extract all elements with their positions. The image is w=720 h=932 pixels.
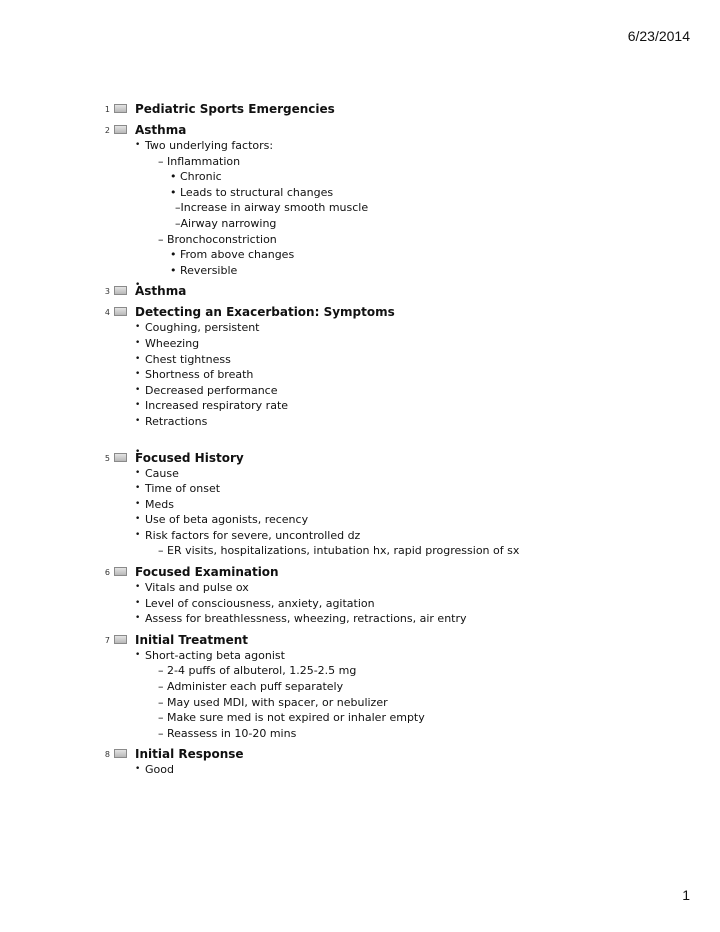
slide-thumbnail-icon [114, 307, 127, 316]
bullet-line [135, 367, 720, 383]
slide-number: 2 [104, 126, 110, 135]
bullet-line [135, 596, 720, 612]
slide-number: 1 [104, 105, 110, 114]
bullet-line [135, 185, 720, 201]
slide-number: 7 [104, 635, 110, 645]
bullet-line [135, 648, 720, 664]
slide-title: Initial Treatment [135, 632, 249, 647]
slide-number: 4 [104, 308, 110, 318]
slide-entry [0, 450, 720, 560]
bullet-text: Assess for breathlessness, wheezing, retractions, air entry [145, 612, 467, 626]
slide-number: 6 [104, 568, 110, 578]
bullet-line [135, 543, 720, 559]
slide-entry [0, 746, 720, 778]
bullet-text: Level of consciousness, anxiety, agitation [145, 596, 375, 610]
bullet-line [135, 710, 720, 726]
slide-entry [0, 101, 720, 117]
spacer [135, 430, 720, 445]
bullet-line [135, 138, 720, 154]
slide-entry [0, 632, 720, 742]
bullet-line [135, 512, 720, 528]
bullet-text: – Reassess in 10-20 mins [158, 726, 297, 740]
bullet-text: Short-acting beta agonist [145, 648, 285, 662]
slide-thumbnail-icon [114, 567, 127, 576]
slide-thumbnail-icon [114, 104, 127, 113]
bullet-text: Vitals and pulse ox [145, 581, 249, 595]
slide-title: Detecting an Exacerbation: Symptoms [135, 305, 395, 320]
bullet-line [135, 232, 720, 248]
bullet-line [135, 169, 720, 185]
bullet-line [135, 466, 720, 482]
slide-entry [0, 304, 720, 444]
bullet-line [135, 216, 720, 232]
bullet-line [135, 383, 720, 399]
slide-thumbnail-icon [114, 749, 127, 758]
slide-title: Focused History [135, 450, 244, 465]
bullet-text: Retractions [145, 414, 208, 428]
bullet-line [135, 398, 720, 414]
slide-title: Asthma [135, 284, 187, 299]
page-number: 1 [682, 887, 690, 903]
bullet-line [135, 528, 720, 544]
bullet-text: – May used MDI, with spacer, or nebulizer [158, 695, 388, 709]
slide-list [0, 101, 720, 783]
bullet-text: Decreased performance [145, 383, 278, 397]
bullet-text: Wheezing [145, 336, 200, 350]
bullet-text: • Reversible [170, 263, 238, 277]
bullet-text: Shortness of breath [145, 368, 254, 382]
bullet-text: – 2-4 puffs of albuterol, 1.25-2.5 mg [158, 664, 357, 678]
slide-thumbnail-icon [114, 635, 127, 644]
bullet-text: Risk factors for severe, uncontrolled dz [145, 528, 361, 542]
bullet-line [135, 414, 720, 430]
slide-title: Initial Response [135, 747, 244, 762]
bullet-line [135, 679, 720, 695]
bullet-text: Chest tightness [145, 352, 231, 366]
bullet-text: – Bronchoconstriction [158, 232, 277, 246]
slide-thumbnail-icon [114, 286, 127, 295]
bullet-line [135, 247, 720, 263]
bullet-text: Good [145, 763, 174, 777]
header-date: 6/23/2014 [627, 28, 690, 44]
bullet-line [135, 320, 720, 336]
slide-title: Asthma [135, 123, 187, 137]
bullet-text: • Leads to structural changes [170, 185, 334, 199]
bullet-text: • Chronic [170, 170, 222, 184]
bullet-text: Two underlying factors: [145, 139, 274, 152]
bullet-text: – Make sure med is not expired or inhaler empty [158, 711, 425, 725]
bullet-line [135, 726, 720, 742]
bullet-line [135, 263, 720, 279]
bullet-text: Coughing, persistent [145, 321, 260, 335]
bullet-line [135, 663, 720, 679]
bullet-line [135, 352, 720, 368]
slide-number: 5 [104, 453, 110, 463]
bullet-line [135, 580, 720, 596]
slide-number: 8 [104, 750, 110, 760]
slide-entry [0, 564, 720, 627]
slide-number: 3 [104, 287, 110, 297]
slide-entry [0, 122, 720, 278]
bullet-line [135, 154, 720, 170]
bullet-line [135, 497, 720, 513]
bullet-text: Use of beta agonists, recency [145, 513, 309, 527]
bullet-line [135, 336, 720, 352]
bullet-line [135, 200, 720, 216]
slide-title: Pediatric Sports Emergencies [135, 102, 335, 116]
bullet-text: –Increase in airway smooth muscle [175, 201, 369, 215]
bullet-text: Meds [145, 497, 174, 511]
slide-title: Focused Examination [135, 565, 279, 580]
bullet-text: • From above changes [170, 248, 295, 262]
slide-thumbnail-icon [114, 453, 127, 462]
bullet-text: – Inflammation [158, 154, 241, 168]
slide-thumbnail-icon [114, 125, 127, 134]
bullet-line [135, 611, 720, 627]
bullet-text: –Airway narrowing [175, 216, 277, 230]
bullet-text: Increased respiratory rate [145, 399, 289, 413]
bullet-line [135, 762, 720, 778]
bullet-text: Time of onset [145, 482, 221, 496]
bullet-text: – ER visits, hospitalizations, intubation hx, rapid progression of sx [158, 544, 520, 558]
bullet-text: Cause [145, 466, 179, 480]
bullet-text: – Administer each puff separately [158, 680, 344, 694]
bullet-line [135, 695, 720, 711]
slide-entry [0, 283, 720, 299]
bullet-line [135, 481, 720, 497]
